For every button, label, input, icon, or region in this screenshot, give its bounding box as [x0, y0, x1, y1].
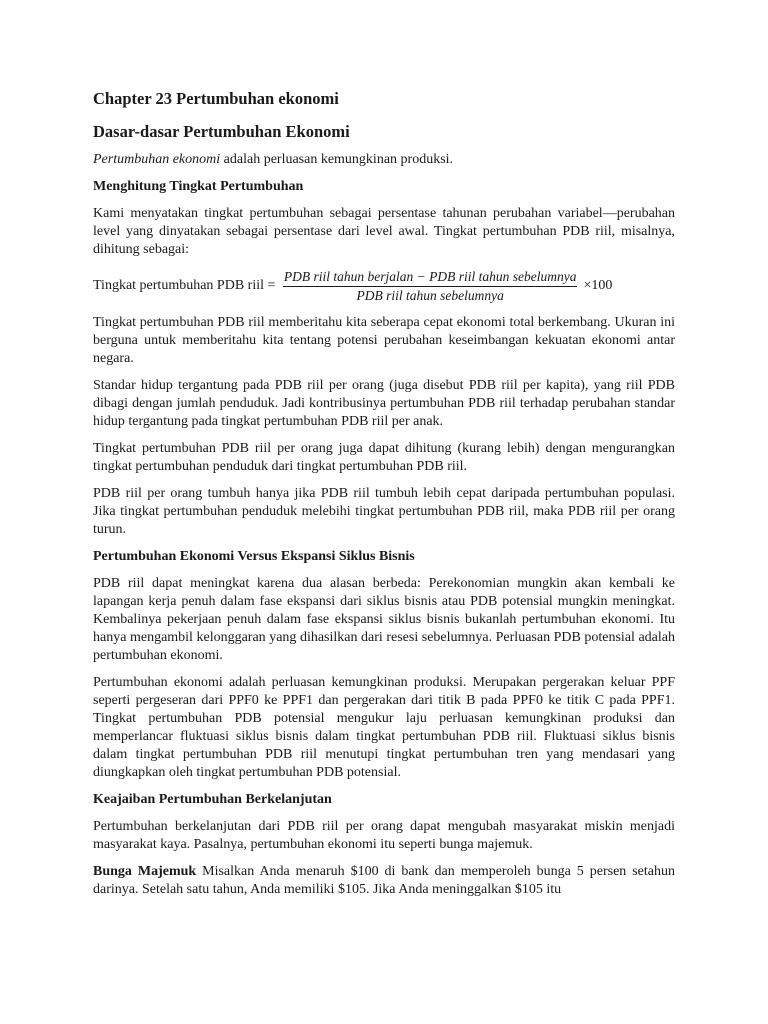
- paragraph-1: Kami menyatakan tingkat pertumbuhan sebagai persentase tahunan perubahan variabel—perubahan level yang dinyatakan sebagai persentase dari level awal. Tingkat pertumbuhan PDB riil, misalnya, dihitung sebagai:: [93, 206, 675, 257]
- paragraph-7: Pertumbuhan ekonomi adalah perluasan kemungkinan produksi. Merupakan pergerakan keluar PPF seperti pergeseran dari PPF0 ke PPF1 dan pergerakan dari titik B pada PPF0 ke titik C pada PPF1. Tingkat pertumbuhan PDB potensial mengukur laju perluasan kemungkinan produksi dan memperlancar fluktuasi siklus bisnis dalam tingkat pertumbuhan PDB riil. Fluktuasi siklus bisnis dalam tingkat pertumbuhan PDB riil menutupi tingkat pertumbuhan tren yang mendasari yang diungkapkan oleh tingkat pertumbuhan PDB potensial.: [93, 675, 675, 780]
- subheading-growth-rate: Menghitung Tingkat Pertumbuhan: [93, 179, 304, 194]
- paragraph-9: [93, 863, 675, 899]
- subheading-growth-vs-cycle: Pertumbuhan Ekonomi Versus Ekspansi Siklus Bisnis: [93, 549, 415, 564]
- formula-lhs: Tingkat pertumbuhan PDB riil =: [93, 278, 279, 293]
- paragraph-5: PDB riil per orang tumbuh hanya jika PDB riil tumbuh lebih cepat daripada pertumbuhan populasi. Jika tingkat pertumbuhan penduduk melebihi tingkat pertumbuhan PDB riil, maka PDB riil per orang turun.: [93, 486, 675, 537]
- document-page: [93, 88, 675, 908]
- formula-fraction: [283, 269, 578, 304]
- subheading-sustained-growth: Keajaiban Pertumbuhan Berkelanjutan: [93, 792, 332, 807]
- intro-rest: adalah perluasan kemungkinan produksi.: [220, 152, 454, 167]
- intro-paragraph: [93, 151, 675, 169]
- intro-term: Pertumbuhan ekonomi: [93, 152, 221, 167]
- compound-interest-text: Misalkan Anda menaruh $100 di bank dan memperoleh bunga 5 persen setahun darinya. Setelah satu tahun, Anda memiliki $105. Jika Anda meninggalkan $105 itu: [93, 864, 675, 897]
- paragraph-6: PDB riil dapat meningkat karena dua alasan berbeda: Perekonomian mungkin akan kembali ke lapangan kerja penuh dalam fase ekspansi dari siklus bisnis atau PDB potensial mungkin meningkat. Kembalinya pekerjaan penuh dalam fase ekspansi siklus bisnis bukanlah pertumbuhan ekonomi. Itu hanya mengambil kelonggaran yang dihasilkan dari resesi sebelumnya. Perluasan PDB potensial adalah pertumbuhan ekonomi.: [93, 576, 675, 663]
- section-title: Dasar-dasar Pertumbuhan Ekonomi: [93, 122, 350, 141]
- formula-numerator: PDB riil tahun berjalan − PDB riil tahun sebelumnya: [283, 269, 578, 287]
- compound-interest-lead: Bunga Majemuk: [93, 864, 197, 879]
- paragraph-2: Tingkat pertumbuhan PDB riil memberitahu kita seberapa cepat ekonomi total berkembang. Ukuran ini berguna untuk memberitahu kita tentang potensi perubahan keseimbangan kekuatan ekonomi antar negara.: [93, 315, 675, 366]
- formula-denominator: PDB riil tahun sebelumnya: [356, 287, 504, 303]
- paragraph-8: Pertumbuhan berkelanjutan dari PDB riil per orang dapat mengubah masyarakat miskin menjadi masyarakat kaya. Pasalnya, pertumbuhan ekonomi itu seperti bunga majemuk.: [93, 819, 675, 852]
- paragraph-4: Tingkat pertumbuhan PDB riil per orang juga dapat dihitung (kurang lebih) dengan mengurangkan tingkat pertumbuhan penduduk dari tingkat pertumbuhan PDB riil.: [93, 441, 675, 474]
- formula-multiplier: ×100: [583, 278, 613, 293]
- paragraph-3: Standar hidup tergantung pada PDB riil per orang (juga disebut PDB riil per kapita), yang riil PDB dibagi dengan jumlah penduduk. Jadi kontribusinya pertumbuhan PDB riil terhadap perubahan standar hidup tergantung pada tingkat pertumbuhan PDB riil per anak.: [93, 378, 675, 429]
- chapter-title: Chapter 23 Pertumbuhan ekonomi: [93, 89, 339, 108]
- growth-rate-formula: [93, 268, 675, 304]
